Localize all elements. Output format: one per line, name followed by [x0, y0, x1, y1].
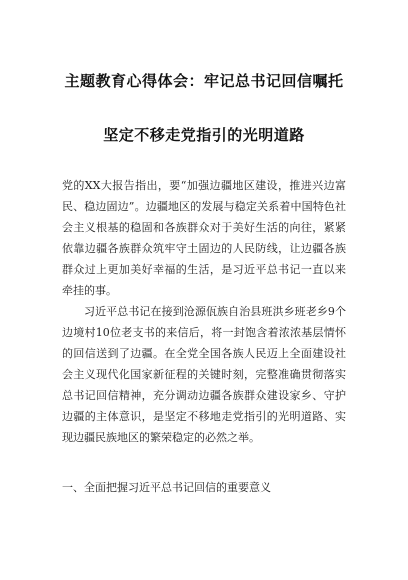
- body-paragraph-1: 党的XX大报告指出，要“加强边疆地区建设，推进兴边富民、稳边固边”。边疆地区的发展与稳定关系着中国特色社会主义根基的稳固和各族群众对于美好生活的向往，紧紧依靠边疆各族群众筑牢守土固边的人民防线，让边疆各族群众过上更加美好幸福的生活，是习近平总书记一直以来牵挂的事。: [62, 179, 346, 297]
- body-paragraph-2: 习近平总书记在接到沧源佤族自治县班洪乡班老乡9个边境村10位老支书的来信后，将一封饱含着浓浓基层情怀的回信送到了边疆。在全党全国各族人民迈上全面建设社会主义现代化国家新征程的关键时刻，完整准确贯彻落实总书记回信精神，充分调动边疆各族群众建设家乡、守护边疆的主体意识，是坚定不移地走党指引的光明道路、实现边疆民族地区的繁荣稳定的必然之举。: [62, 305, 346, 444]
- document-title-line-2: 坚定不移走党指引的光明道路: [103, 126, 305, 144]
- section-heading: 一、全面把握习近平总书记回信的重要意义: [62, 481, 271, 494]
- document-body: [62, 175, 346, 448]
- document-title-line-1: 主题教育心得体会：牢记总书记回信嘱托: [64, 72, 344, 90]
